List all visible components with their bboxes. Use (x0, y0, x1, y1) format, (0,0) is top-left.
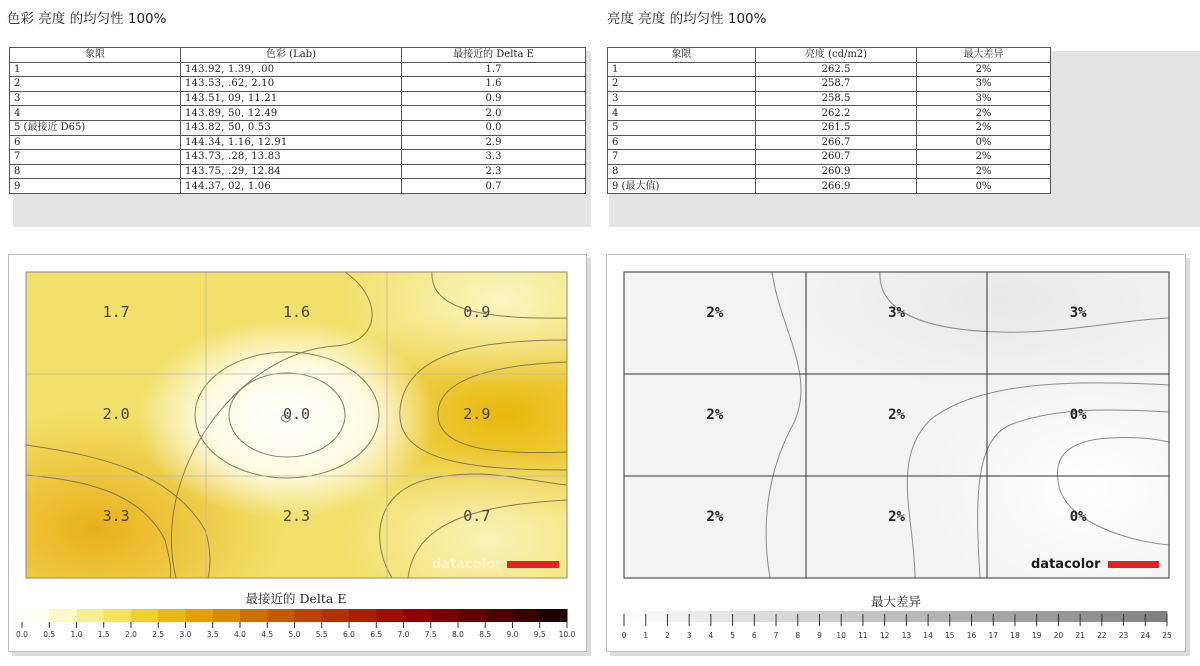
colorbar-tick-label: 12 (879, 631, 890, 640)
colorbar-tick-label: 9 (817, 631, 822, 640)
table-cell: 8 (608, 164, 756, 179)
colorbar-swatch (689, 611, 711, 622)
table-cell: 262.2 (756, 106, 917, 121)
lum-col-quadrant: 象限 (608, 48, 756, 63)
colorbar-swatch (841, 611, 863, 622)
colorbar-tick-label: 3.5 (206, 630, 219, 639)
table-cell: 0.7 (402, 179, 586, 194)
table-cell: 3 (608, 91, 756, 106)
colorbar-tick-label: 4.0 (234, 630, 246, 639)
colorbar-tick-label: 0.5 (43, 630, 56, 639)
table-cell: 260.9 (756, 164, 917, 179)
colorbar-tick-label: 8 (795, 631, 801, 640)
colorbar-tick-label: 4.5 (261, 630, 274, 639)
cell-value: 2% (888, 406, 905, 423)
colorbar-tick-label: 3 (686, 631, 692, 640)
colorbar-swatch (993, 611, 1015, 622)
table-cell: 9 (10, 179, 181, 194)
colorbar-swatch (1058, 611, 1080, 622)
cell-value: 2.3 (282, 506, 311, 525)
table-cell: 266.7 (756, 135, 917, 150)
colorbar-swatch (711, 611, 733, 622)
colorbar-swatch (646, 611, 668, 622)
table-cell: 260.7 (756, 150, 917, 165)
colorbar-tick-label: 13 (901, 631, 912, 640)
colorbar-swatch (906, 611, 928, 622)
cell-value: 0.7 (463, 506, 491, 525)
table-cell: 6 (608, 135, 756, 150)
cell-value: 0% (1069, 406, 1087, 423)
colorbar-tick-label: 6.0 (343, 630, 355, 639)
luminance-uniformity-title: 亮度 亮度 的均匀性 100% (607, 11, 767, 27)
cell-value: 0.9 (463, 302, 491, 321)
colorbar-swatch (1102, 611, 1124, 622)
colorbar-swatch (776, 611, 798, 622)
table-cell: 143.75, .29, 12.84 (181, 164, 402, 179)
colorbar-tick-label: 8.5 (479, 630, 492, 639)
lum-col-luminance: 亮度 (cd/m2) (756, 48, 917, 63)
table-cell: 5 (608, 120, 756, 135)
colorbar-tick-label: 22 (1097, 631, 1107, 640)
cell-value: 2% (706, 508, 724, 525)
table-cell: 2.9 (402, 135, 586, 150)
cell-value: 2% (888, 508, 905, 525)
colorbar-swatch (972, 611, 994, 622)
colorbar-tick-label: 10 (836, 631, 846, 640)
colorbar-tick-label: 11 (858, 631, 868, 640)
cell-value: 3.3 (102, 506, 130, 525)
cell-value: 0.0 (282, 404, 311, 423)
colorbar-swatch (667, 611, 689, 622)
diff-logo-text: datacolor (1031, 557, 1101, 572)
colorbar-swatch (754, 611, 776, 622)
colorbar-tick-label: 7.0 (397, 630, 410, 639)
colorbar-tick-label: 20 (1053, 631, 1064, 640)
colorbar-tick-label: 21 (1075, 631, 1085, 640)
diff-colorbar (622, 611, 1172, 640)
colorbar-tick-label: 15 (945, 631, 955, 640)
table-cell: 2.0 (402, 106, 586, 121)
cell-value: 0% (1069, 508, 1087, 525)
color-col-delta-e: 最接近的 Delta E (402, 48, 586, 63)
table-cell: 144.34, 1.16, 12.91 (181, 135, 402, 150)
colorbar-tick-label: 18 (1010, 631, 1020, 640)
table-cell: 2% (917, 106, 1051, 121)
colorbar-swatch (928, 611, 950, 622)
colorbar-tick-label: 1.0 (70, 630, 83, 639)
table-cell: 0.9 (402, 91, 586, 106)
diff-darker-top (780, 210, 1200, 390)
colorbar-tick-label: 10.0 (558, 630, 576, 639)
colorbar-tick-label: 1.5 (97, 630, 110, 639)
colorbar-swatch (950, 611, 972, 622)
colorbar-tick-label: 25 (1162, 631, 1172, 640)
cell-value: 2% (706, 406, 724, 423)
table-cell: 144.37, 02, 1.06 (181, 179, 402, 194)
table-cell: 1 (608, 62, 756, 77)
table-cell: 3 (10, 91, 181, 106)
colorbar-tick-label: 7.5 (424, 630, 437, 639)
table-cell: 1.7 (402, 62, 586, 77)
colorbar-swatch (863, 611, 885, 622)
colorbar-tick-label: 6.5 (370, 630, 383, 639)
table-cell: 3% (917, 91, 1051, 106)
table-cell: 3.3 (402, 150, 586, 165)
color-col-quadrant: 象限 (10, 48, 181, 63)
colorbar-tick-label: 9.0 (506, 630, 519, 639)
colorbar-tick-label: 0.0 (16, 630, 28, 639)
colorbar-tick-label: 17 (988, 631, 999, 640)
diff-logo-bar (1108, 561, 1159, 568)
table-cell: 1 (10, 62, 181, 77)
colorbar-tick-label: 14 (923, 631, 933, 640)
color-col-lab: 色彩 (Lab) (181, 48, 402, 63)
table-cell: 9 (最大值) (608, 179, 756, 194)
table-cell: 258.5 (756, 91, 917, 106)
table-cell: 143.89, 50, 12.49 (181, 106, 402, 121)
table-cell: 261.5 (756, 120, 917, 135)
colorbar-swatch (733, 611, 755, 622)
cell-value: 1.6 (282, 302, 311, 321)
color-uniformity-title: 色彩 亮度 的均匀性 100% (7, 11, 167, 27)
table-cell: 143.53, .62, 2.10 (181, 77, 402, 92)
table-cell: 0% (917, 179, 1051, 194)
table-cell: 8 (10, 164, 181, 179)
table-cell: 143.73, .28, 13.83 (181, 150, 402, 165)
table-cell: 262.5 (756, 62, 917, 77)
table-cell: 7 (608, 150, 756, 165)
table-cell: 143.51, 09, 11.21 (181, 91, 402, 106)
table-cell: 2.3 (402, 164, 586, 179)
colorbar-swatch (798, 611, 820, 622)
cell-value: 2.0 (102, 404, 130, 423)
delta-e-colorbar-title: 最接近的 Delta E (245, 591, 347, 606)
table-cell: 3% (917, 77, 1051, 92)
colorbar-tick-label: 5 (730, 631, 735, 640)
colorbar-tick-label: 6 (751, 631, 757, 640)
table-cell: 266.9 (756, 179, 917, 194)
colorbar-swatch (1124, 611, 1146, 622)
table-cell: 2 (608, 77, 756, 92)
colorbar-tick-label: 5.0 (288, 630, 301, 639)
colorbar-tick-label: 2.0 (125, 630, 137, 639)
colorbar-tick-label: 5.5 (315, 630, 328, 639)
lum-col-max-diff: 最大差异 (917, 48, 1051, 63)
colorbar-tick-label: 24 (1140, 631, 1151, 640)
table-cell: 143.82, 50, 0.53 (181, 120, 402, 135)
colorbar-swatch (1080, 611, 1102, 622)
colorbar-tick-label: 4 (708, 631, 714, 640)
cell-value: 1.7 (102, 302, 130, 321)
colorbar-swatch (624, 611, 646, 622)
diff-colorbar-title: 最大差异 (870, 594, 922, 609)
table-cell: 143.92, 1.39, .00 (181, 62, 402, 77)
colorbar-swatch (1145, 611, 1167, 622)
table-cell: 2% (917, 62, 1051, 77)
colorbar-tick-label: 8.0 (452, 630, 464, 639)
table-cell: 7 (10, 150, 181, 165)
colorbar-tick-label: 23 (1118, 631, 1129, 640)
cell-value: 3% (1069, 304, 1087, 321)
cell-value: 2% (706, 304, 724, 321)
table-cell: 1.6 (402, 77, 586, 92)
table-cell: 0% (917, 135, 1051, 150)
colorbar-swatch (1037, 611, 1059, 622)
table-cell: 2% (917, 150, 1051, 165)
colorbar-swatch (819, 611, 841, 622)
table-cell: 2% (917, 164, 1051, 179)
table-cell: 5 (最接近 D65) (10, 120, 181, 135)
colorbar-tick-label: 1 (643, 631, 649, 640)
colorbar-tick-label: 16 (966, 631, 977, 640)
table-cell: 4 (608, 106, 756, 121)
colorbar-swatch (885, 611, 907, 622)
colorbar-tick-label: 19 (1031, 631, 1042, 640)
table-cell: 6 (10, 135, 181, 150)
cell-value: 2.9 (463, 404, 491, 423)
colorbar-tick-label: 7 (773, 631, 779, 640)
table-cell: 2% (917, 120, 1051, 135)
colorbar-swatch (1015, 611, 1037, 622)
colorbar-tick-label: 0 (621, 631, 627, 640)
colorbar-tick-label: 2 (665, 631, 670, 640)
table-cell: 4 (10, 106, 181, 121)
table-cell: 0.0 (402, 120, 586, 135)
cell-value: 3% (888, 304, 905, 321)
delta-e-logo-text: datacolor (432, 557, 502, 572)
colorbar-tick-label: 2.5 (152, 630, 165, 639)
colorbar-tick-label: 9.5 (533, 630, 546, 639)
table-cell: 2 (10, 77, 181, 92)
table-cell: 258.7 (756, 77, 917, 92)
colorbar-tick-label: 3.0 (179, 630, 192, 639)
